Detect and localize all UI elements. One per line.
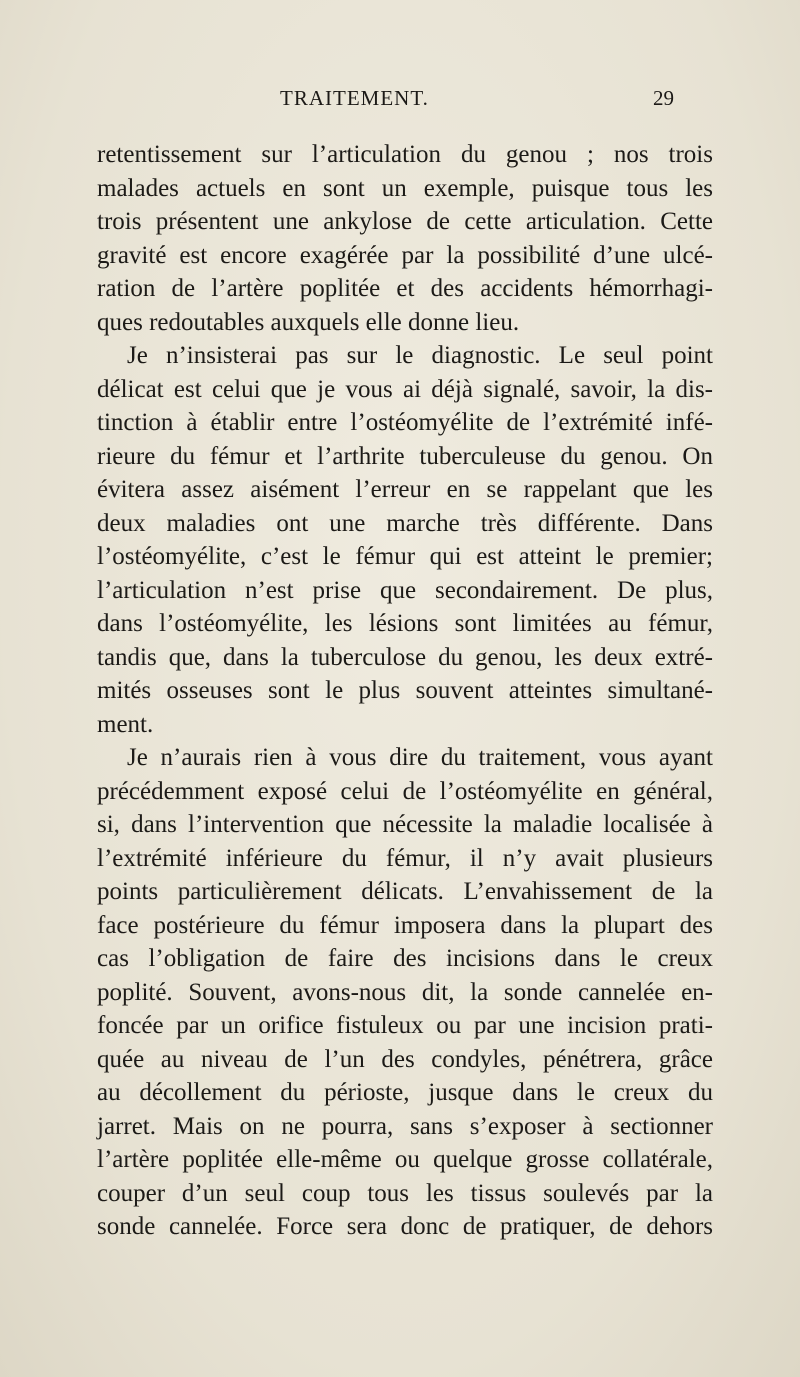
text-line: Je n’aurais rien à vous dire du traitement, vous ayant: [127, 744, 713, 771]
text-line: points particulièrement délicats. L’envahissement de la: [97, 878, 713, 905]
text-line: mités osseuses sont le plus souvent atteintes simultané-: [97, 677, 713, 704]
page-number: 29: [653, 86, 674, 110]
text-line: au décollement du périoste, jusque dans le creux du: [97, 1079, 713, 1106]
text-line: précédemment exposé celui de l’ostéomyélite en général,: [97, 777, 713, 805]
text-line: malades actuels en sont un exemple, puisque tous les: [97, 174, 713, 202]
text-line: ration de l’artère poplitée et des accidents hémorrhagi-: [97, 275, 713, 302]
text-line: cas l’obligation de faire des incisions dans le creux: [97, 945, 713, 972]
text-line: si, dans l’intervention que nécessite la maladie localisée à: [97, 811, 713, 838]
text-line: sonde cannelée. Force sera donc de pratiquer, de dehors: [97, 1213, 713, 1240]
text-line: trois présentent une ankylose de cette articulation. Cette: [97, 208, 713, 235]
text-line: Je n’insisterai pas sur le diagnostic. Le seul point: [127, 342, 713, 369]
text-line: poplité. Souvent, avons-nous dit, la sonde cannelée en-: [97, 978, 713, 1006]
text-line: tinction à établir entre l’ostéomyélite de l’extrémité infé-: [97, 409, 713, 436]
text-line: l’extrémité inférieure du fémur, il n’y avait plusieurs: [97, 844, 713, 872]
text-line: ment.: [97, 710, 154, 738]
text-line: quée au niveau de l’un des condyles, pénétrera, grâce: [97, 1045, 713, 1073]
running-head: [0, 86, 800, 116]
body-text: [97, 138, 713, 1244]
text-line: foncée par un orifice fistuleux ou par une incision prati-: [97, 1012, 713, 1039]
text-line: gravité est encore exagérée par la possibilité d’une ulcé-: [97, 241, 713, 269]
text-line: délicat est celui que je vous ai déjà signalé, savoir, la dis-: [97, 375, 713, 403]
running-title: TRAITEMENT.: [280, 86, 429, 110]
text-line: l’articulation n’est prise que secondairement. De plus,: [97, 576, 713, 604]
text-line: deux maladies ont une marche très différente. Dans: [97, 509, 713, 537]
text-line: l’artère poplitée elle-même ou quelque grosse collatérale,: [97, 1146, 713, 1173]
text-line: évitera assez aisément l’erreur en se rappelant que les: [97, 476, 713, 503]
text-line: tandis que, dans la tuberculose du genou, les deux extré-: [97, 643, 713, 671]
text-line: rieure du fémur et l’arthrite tuberculeuse du genou. On: [97, 442, 713, 470]
text-line: retentissement sur l’articulation du genou ; nos trois: [97, 141, 713, 168]
text-line: face postérieure du fémur imposera dans la plupart des: [97, 911, 713, 939]
text-line: ques redoutables auxquels elle donne lieu.: [97, 308, 520, 336]
text-line: l’ostéomyélite, c’est le fémur qui est atteint le premier;: [97, 543, 713, 570]
text-line: jarret. Mais on ne pourra, sans s’exposer à sectionner: [97, 1112, 713, 1140]
text-line: dans l’ostéomyélite, les lésions sont limitées au fémur,: [97, 610, 713, 637]
text-line: couper d’un seul coup tous les tissus soulevés par la: [97, 1179, 713, 1207]
